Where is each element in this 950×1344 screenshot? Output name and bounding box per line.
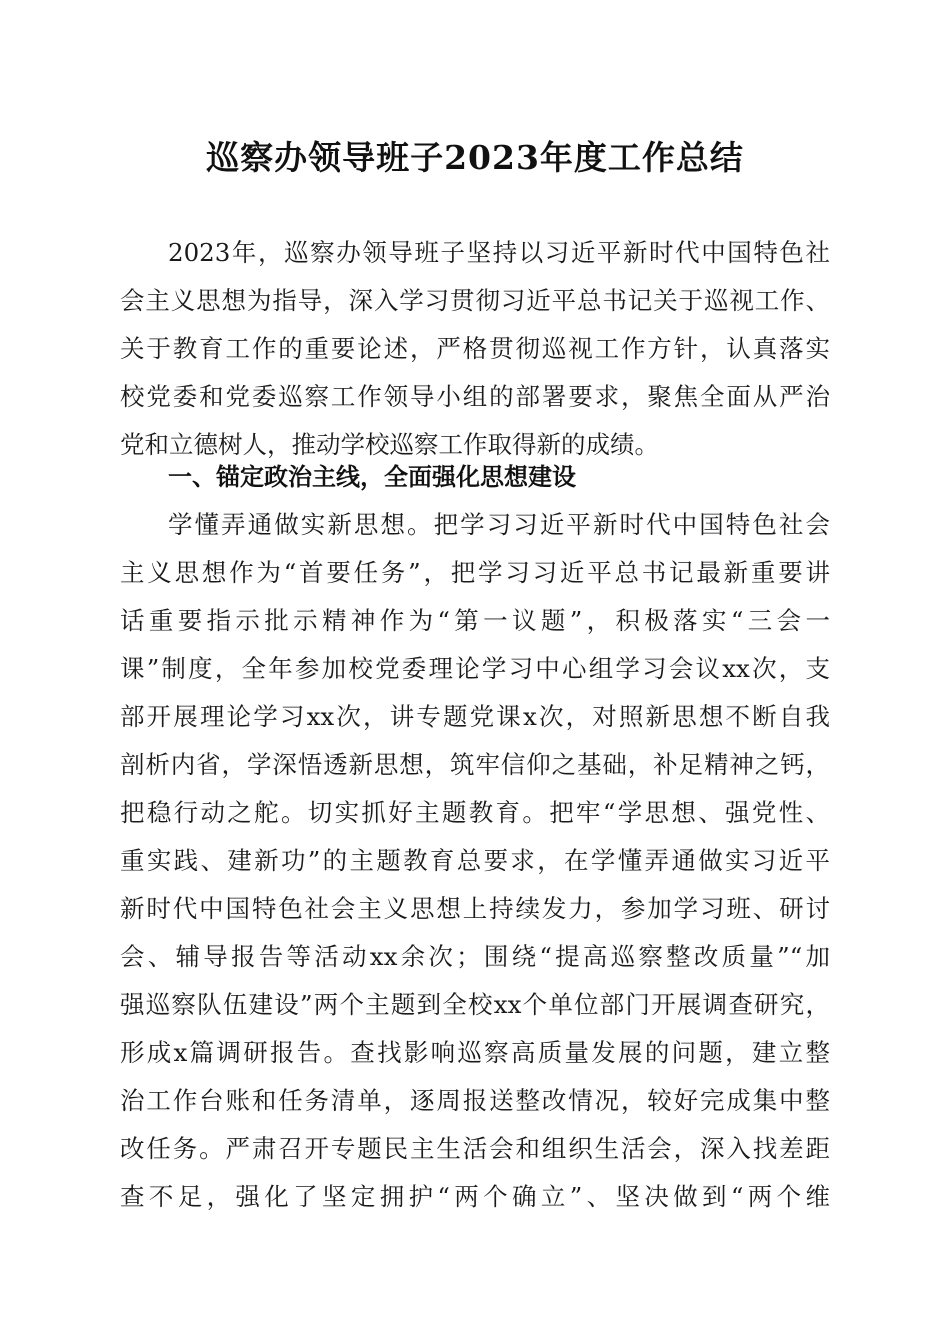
body-line: 会、辅导报告等活动xx余次；围绕“提高巡察整改质量”“加 xyxy=(120,942,830,971)
body-line: 剖析内省，学深悟透新思想，筑牢信仰之基础，补足精神之钙， xyxy=(120,750,830,779)
body-line: 主义思想作为“首要任务”，把学习习近平总书记最新重要讲 xyxy=(120,558,830,587)
intro-line: 会主义思想为指导，深入学习贯彻习近平总书记关于巡视工作、 xyxy=(120,286,830,315)
body-line: 重实践、建新功”的主题教育总要求，在学懂弄通做实习近平 xyxy=(120,846,830,875)
intro-line: 2023年，巡察办领导班子坚持以习近平新时代中国特色社 xyxy=(168,238,830,267)
intro-line: 校党委和党委巡察工作领导小组的部署要求，聚焦全面从严治 xyxy=(120,382,830,411)
body-line: 课”制度，全年参加校党委理论学习中心组学习会议xx次，支 xyxy=(120,654,830,683)
body-line: 新时代中国特色社会主义思想上持续发力，参加学习班、研讨 xyxy=(120,894,830,923)
body-line: 形成x篇调研报告。查找影响巡察高质量发展的问题，建立整 xyxy=(120,1038,830,1067)
intro-line: 党和立德树人，推动学校巡察工作取得新的成绩。 xyxy=(120,430,659,459)
body-line: 改任务。严肃召开专题民主生活会和组织生活会，深入找差距 xyxy=(120,1134,830,1163)
body-line: 强巡察队伍建设”两个主题到全校xx个单位部门开展调查研究， xyxy=(120,990,830,1019)
body-line: 话重要指示批示精神作为“第一议题”，积极落实“三会一 xyxy=(120,606,830,635)
body-line: 治工作台账和任务清单，逐周报送整改情况，较好完成集中整 xyxy=(120,1086,830,1115)
document-title: 巡察办领导班子2023年度工作总结 xyxy=(206,138,744,177)
body-line: 把稳行动之舵。切实抓好主题教育。把牢“学思想、强党性、 xyxy=(120,798,830,827)
body-line: 部开展理论学习xx次，讲专题党课x次，对照新思想不断自我 xyxy=(120,702,830,731)
intro-line: 关于教育工作的重要论述，严格贯彻巡视工作方针，认真落实 xyxy=(120,334,830,363)
body-line: 学懂弄通做实新思想。把学习习近平新时代中国特色社会 xyxy=(168,510,830,539)
section-heading: 一、锚定政治主线，全面强化思想建设 xyxy=(168,463,576,491)
body-line: 查不足，强化了坚定拥护“两个确立”、坚决做到“两个维 xyxy=(120,1182,830,1211)
